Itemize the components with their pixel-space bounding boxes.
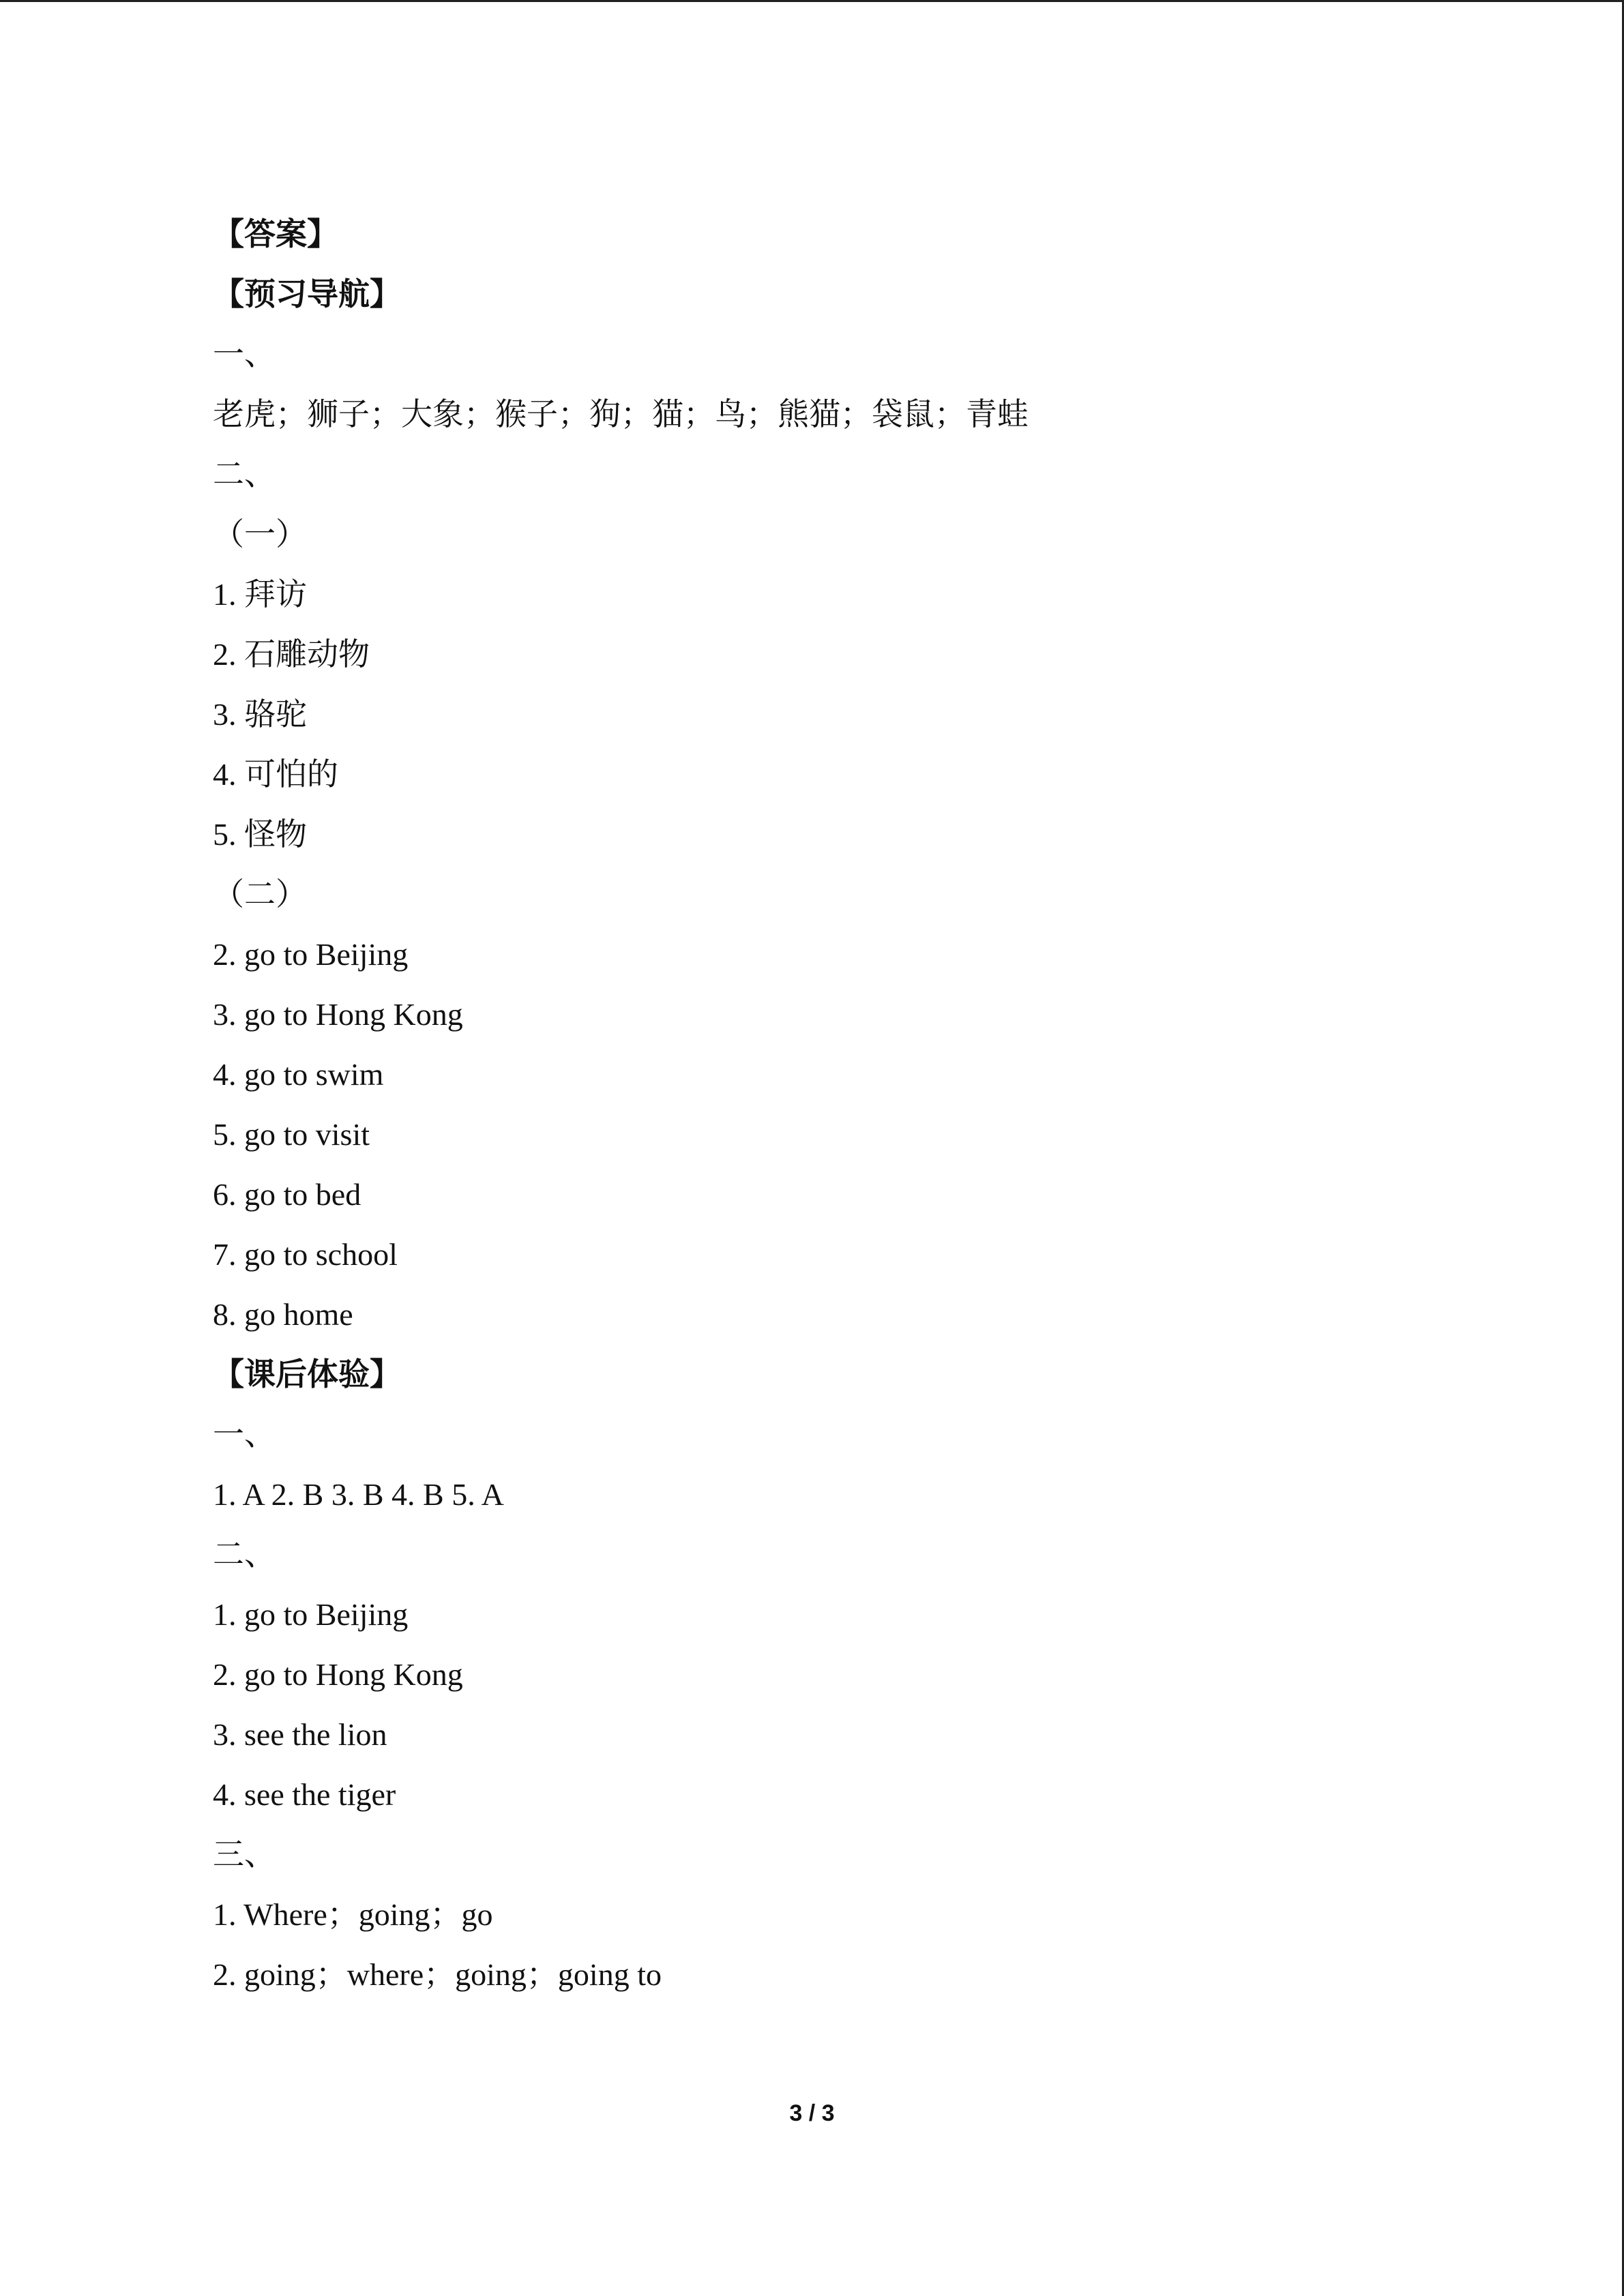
answer-item: 5. 怪物 — [213, 817, 307, 852]
answer-item: 4. go to swim — [213, 1057, 384, 1092]
document-body — [213, 205, 1441, 2005]
answer-item: 3. see the lion — [213, 1717, 387, 1752]
part-two-label: 二、 — [213, 457, 276, 492]
answer-item: 5. go to visit — [213, 1117, 370, 1152]
multiple-choice-answers: 1. A 2. B 3. B 4. B 5. A — [213, 1477, 504, 1512]
answer-item: 8. go home — [213, 1297, 353, 1332]
answer-item: 4. 可怕的 — [213, 757, 338, 792]
answer-item: 3. 骆驼 — [213, 697, 307, 732]
answer-item: 1. 拜访 — [213, 577, 307, 612]
preview-section-heading: 【预习导航】 — [213, 277, 401, 312]
answer-item: 2. 石雕动物 — [213, 637, 370, 672]
answer-item: 3. go to Hong Kong — [213, 997, 463, 1032]
after-class-section-heading: 【课后体验】 — [213, 1357, 401, 1392]
part-two-label: 二、 — [213, 1537, 276, 1572]
answer-item: 2. go to Beijing — [213, 937, 409, 972]
answer-item: 1. Where；going；go — [213, 1897, 493, 1932]
subsection-two-label: （二） — [213, 877, 307, 912]
answer-heading: 【答案】 — [213, 217, 338, 252]
part-three-label: 三、 — [213, 1837, 276, 1872]
answer-item: 2. going；where；going；going to — [213, 1957, 662, 1992]
answer-item: 7. go to school — [213, 1237, 398, 1272]
part-one-label: 一、 — [213, 1417, 276, 1452]
answer-item: 6. go to bed — [213, 1177, 361, 1212]
answer-item: 1. go to Beijing — [213, 1597, 409, 1632]
animal-list-answer: 老虎；狮子；大象；猴子；狗；猫；鸟；熊猫；袋鼠；青蛙 — [213, 397, 1029, 432]
part-one-label: 一、 — [213, 337, 276, 372]
answer-item: 2. go to Hong Kong — [213, 1657, 463, 1692]
answer-item: 4. see the tiger — [213, 1777, 396, 1812]
page-number: 3 / 3 — [789, 2100, 835, 2126]
subsection-one-label: （一） — [213, 517, 307, 552]
page-border-top — [0, 0, 1624, 2]
